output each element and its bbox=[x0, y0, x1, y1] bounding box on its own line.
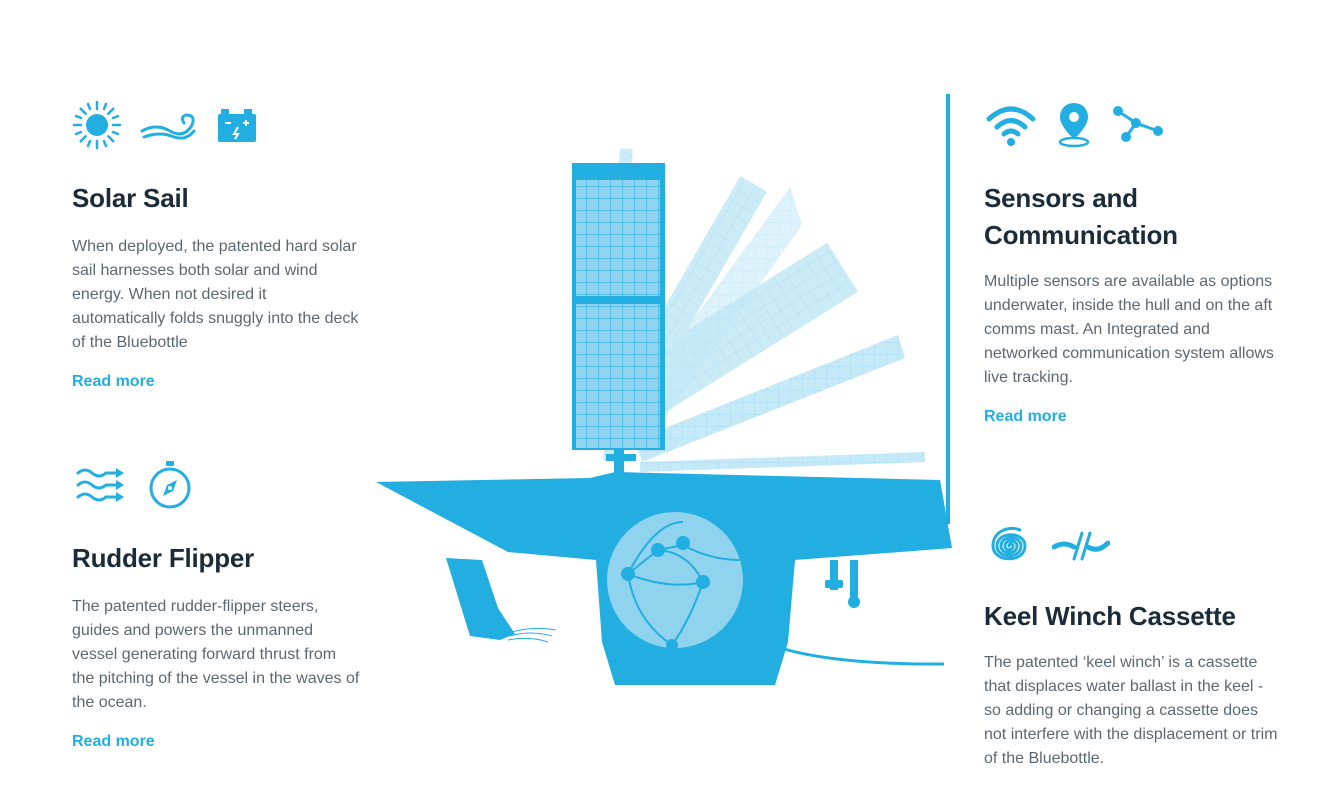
wind-wave-icon bbox=[140, 105, 198, 145]
feature-solar-sail bbox=[72, 100, 362, 391]
read-more-link[interactable]: Read more bbox=[72, 733, 155, 750]
feature-keel-winch-cassette bbox=[984, 520, 1284, 771]
feature-icons bbox=[984, 100, 1284, 150]
feature-title: Rudder Flipper bbox=[72, 543, 255, 573]
feature-title: Solar Sail bbox=[72, 183, 189, 213]
feature-icons bbox=[72, 460, 362, 510]
read-more-link[interactable]: Read more bbox=[72, 373, 155, 390]
waves-arrows-icon bbox=[72, 463, 128, 507]
compass-icon bbox=[146, 460, 194, 510]
feature-title: Sensors and Communication bbox=[984, 183, 1178, 250]
coil-icon bbox=[984, 520, 1034, 570]
rudder-flipper bbox=[446, 558, 515, 640]
wifi-icon bbox=[984, 103, 1038, 147]
feature-title: Keel Winch Cassette bbox=[984, 601, 1236, 631]
sun-icon bbox=[72, 100, 122, 150]
feature-description: When deployed, the patented hard solar sail harnesses both solar and wind energy. When not desired it automatically folds snuggly into the deck of the Bluebottle bbox=[72, 238, 359, 351]
battery-icon bbox=[216, 105, 258, 145]
feature-description: The patented rudder-flipper steers, guides and powers the unmanned vessel generating forward thrust from the pitching of the vessel in the waves of the ocean. bbox=[72, 598, 360, 711]
network-nodes-icon bbox=[1110, 103, 1166, 147]
read-more-link[interactable]: Read more bbox=[984, 408, 1067, 425]
solar-sail bbox=[572, 163, 665, 450]
flipper-wake bbox=[508, 628, 556, 642]
feature-rudder-flipper bbox=[72, 460, 362, 751]
feature-description: Multiple sensors are available as options underwater, inside the hull and on the aft comms mast. An Integrated and networked communication system allows live tracking. bbox=[984, 273, 1274, 386]
bluebottle-vessel-illustration bbox=[370, 90, 960, 700]
aft-sensor bbox=[825, 560, 860, 608]
feature-icons bbox=[72, 100, 362, 150]
cable-cut-icon bbox=[1052, 525, 1110, 565]
feature-description: The patented ‘keel winch’ is a cassette that displaces water ballast in the keel - so adding or changing a cassette does not interfere with the displacement or trim of the Bluebottle. bbox=[984, 654, 1278, 767]
feature-sensors-communication bbox=[984, 100, 1284, 426]
location-pin-icon bbox=[1056, 101, 1092, 149]
comms-mast bbox=[946, 94, 950, 524]
feature-icons bbox=[984, 520, 1284, 570]
